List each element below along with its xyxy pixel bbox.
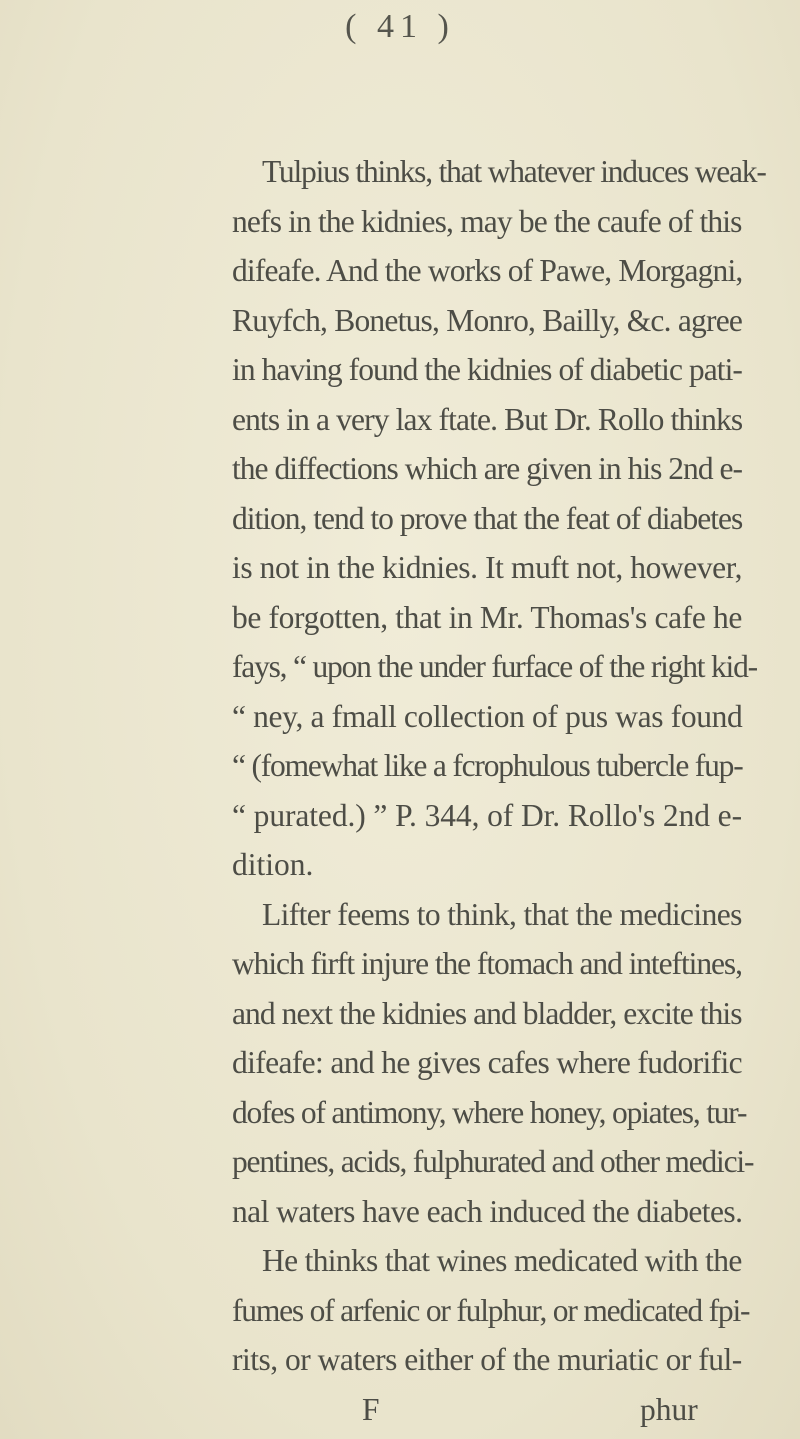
text-line: Lifter feems to think, that the medicines: [262, 896, 742, 932]
text-line: dition, tend to prove that the feat of diabetes: [232, 500, 743, 536]
text-line: nal waters have each induced the diabetes.: [232, 1193, 743, 1229]
text-line: in having found the kidnies of diabetic pati-: [232, 352, 742, 387]
text-line: “ ney, a fmall collection of pus was found: [232, 698, 743, 734]
text-line: dofes of antimony, where honey, opiates, tur-: [232, 1094, 747, 1130]
text-line: and next the kidnies and bladder, excite this: [232, 995, 742, 1031]
text-line: fays, “ upon the under furface of the right kid-: [232, 649, 757, 684]
text-line: “ purated.) ” P. 344, of Dr. Rollo's 2nd e-: [232, 797, 742, 833]
catchword: phur: [640, 1391, 698, 1427]
signature-mark: F: [362, 1391, 380, 1427]
text-line: rits, or waters either of the muriatic or ful-: [232, 1342, 742, 1377]
text-line: which firft injure the ftomach and inteftines,: [232, 946, 742, 981]
text-line: Tulpius thinks, that whatever induces weak-: [262, 154, 766, 189]
text-line: nefs in the kidnies, may be the caufe of this: [232, 203, 742, 239]
text-line: difeafe. And the works of Pawe, Morgagni,: [232, 253, 743, 288]
text-line: pentines, acids, fulphurated and other medici-: [232, 1144, 754, 1179]
text-line: Ruyfch, Bonetus, Monro, Bailly, &c. agree: [232, 302, 743, 338]
page-number: ( 41 ): [345, 8, 455, 45]
text-line: He thinks that wines medicated with the: [262, 1243, 742, 1278]
text-line: dition.: [232, 847, 314, 882]
text-line: the diffections which are given in his 2nd e-: [232, 451, 743, 486]
text-line: ents in a very lax ftate. But Dr. Rollo thinks: [232, 401, 743, 437]
text-line: be forgotten, that in Mr. Thomas's cafe he: [232, 599, 743, 635]
text-line: difeafe: and he gives cafes where fudorific: [232, 1045, 742, 1080]
text-line: is not in the kidnies. It muft not, however,: [232, 550, 743, 585]
text-line: “ (fomewhat like a fcrophulous tubercle fup-: [232, 748, 743, 783]
text-line: fumes of arfenic or fulphur, or medicated fpi-: [232, 1292, 750, 1328]
footer-row: [0, 1390, 800, 1430]
